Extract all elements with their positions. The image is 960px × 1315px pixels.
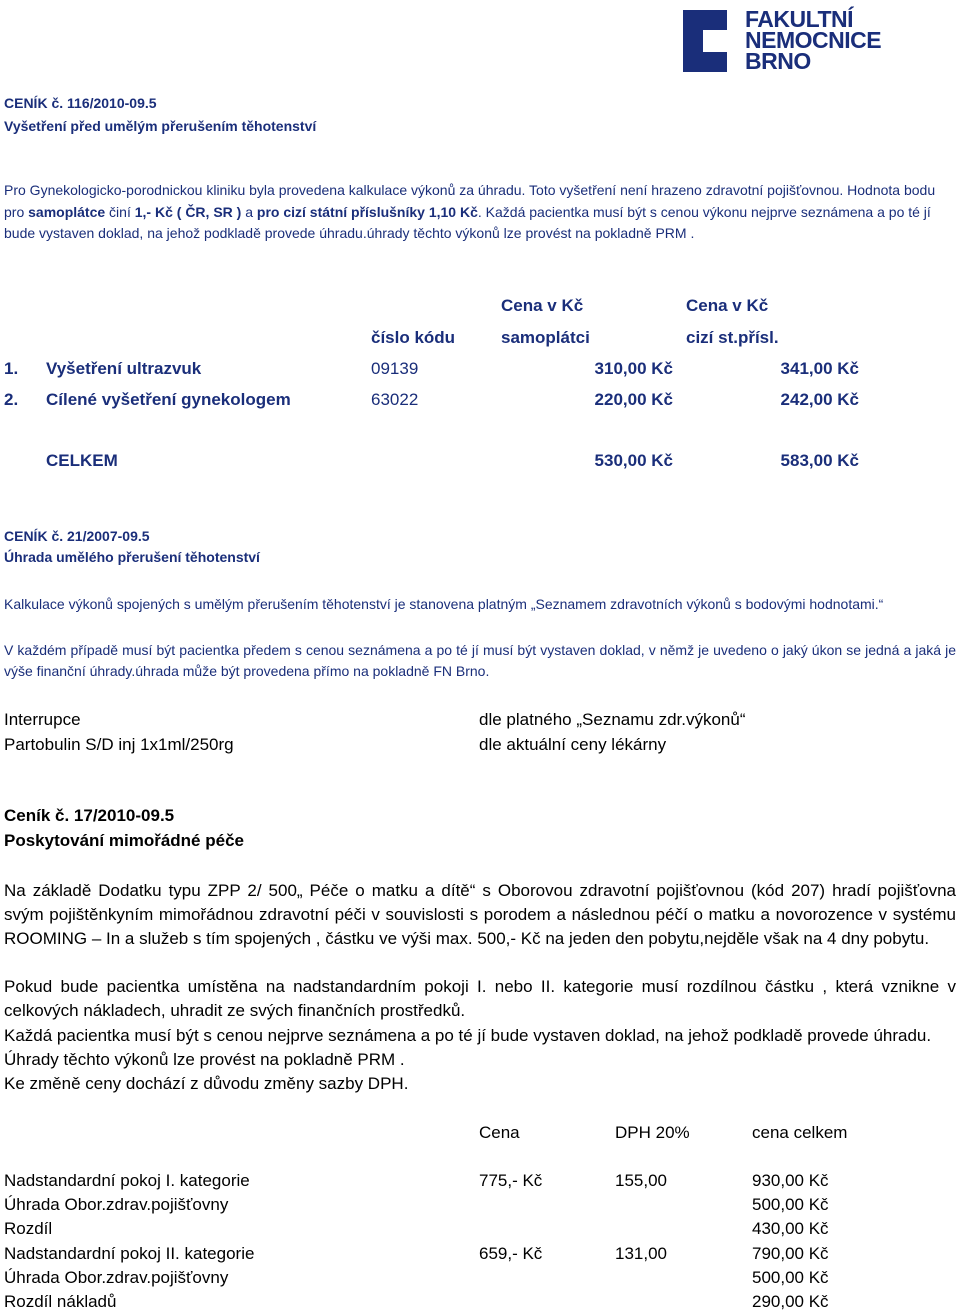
item-name: Interrupce xyxy=(4,710,81,729)
section2-title: CENÍK č. 21/2007-09.5 xyxy=(4,528,150,544)
section2-subtitle: Úhrada umělého přerušení těhotenství xyxy=(4,549,260,565)
row-code: 09139 xyxy=(371,359,419,378)
table1-head-price-foreign: Cena v Kč xyxy=(686,296,769,315)
row-total: 930,00 Kč xyxy=(752,1171,829,1190)
section3-paragraph1: Na základě Dodatku typu ZPP 2/ 500„ Péče o matku a dítě“ s Oborovou zdravotní pojišťovnou (kód 207) hradí pojišťovna svým pojištěnkyním mimořádnou zdravotní péči v souvislosti s porodem a následnou péčí o matku a novorozence v systému ROOMING – In a služeb s tím spojených , částku ve výši max. 500,- Kč na jeden den pobytu,nejděle však na 4 dny pobytu. xyxy=(4,881,956,948)
total-price-foreign: 583,00 Kč xyxy=(780,451,859,470)
section3-paragraph5: Ke změně ceny dochází z důvodu změny sazby DPH. xyxy=(4,1074,409,1093)
logo-text-line2: NEMOCNICE xyxy=(745,27,882,53)
section3-title: Ceník č. 17/2010-09.5 xyxy=(4,806,175,825)
section3-paragraph4: Úhrady těchto výkonů lze provést na pokladně PRM . xyxy=(4,1050,405,1069)
row-vat: 131,00 xyxy=(615,1244,667,1263)
row-price-foreign: 242,00 Kč xyxy=(780,390,859,409)
row-name: Cílené vyšetření gynekologem xyxy=(46,390,291,409)
table1-head-foreign: cizí st.přísl. xyxy=(686,328,779,347)
section2-paragraph2: V každém případě musí být pacientka předem s cenou seznámena a po té jí musí být vystaven doklad, v němž je uvedeno o jaký úkon se jedná a jaká je výše finanční úhrady.úhrada může být provedena přímo na pokladně FN Brno. xyxy=(4,642,956,679)
row-total: 790,00 Kč xyxy=(752,1244,829,1263)
section3-paragraph3: Každá pacientka musí být s cenou nejprve seznámena a po té jí bude vystaven doklad, na jehož podkladě provede úhradu. xyxy=(4,1026,932,1045)
item-price: dle platného „Seznamu zdr.výkonů“ xyxy=(479,710,746,729)
row-name: Vyšetření ultrazvuk xyxy=(46,359,202,378)
logo-text-line3: BRNO xyxy=(745,48,811,74)
row-number: 2. xyxy=(4,390,19,409)
row-total: 500,00 Kč xyxy=(752,1195,829,1214)
row-vat: 155,00 xyxy=(615,1171,667,1190)
total-label: CELKEM xyxy=(46,451,118,470)
table1-head-code: číslo kódu xyxy=(371,328,456,347)
total-price-self: 530,00 Kč xyxy=(594,451,673,470)
item-price: dle aktuální ceny lékárny xyxy=(479,735,667,754)
row-label: Rozdíl nákladů xyxy=(4,1292,117,1311)
row-label: Nadstandardní pokoj I. kategorie xyxy=(4,1171,250,1190)
hospital-logo xyxy=(683,6,943,74)
section2-paragraph1: Kalkulace výkonů spojených s umělým přerušením těhotenství je stanovena platným „Seznamem zdravotních výkonů s bodovými hodnotami.“ xyxy=(4,596,884,612)
row-total: 290,00 Kč xyxy=(752,1292,829,1311)
row-price-self: 310,00 Kč xyxy=(594,359,673,378)
row-price-foreign: 341,00 Kč xyxy=(780,359,859,378)
row-label: Nadstandardní pokoj II. kategorie xyxy=(4,1244,255,1263)
table3-head-total: cena celkem xyxy=(752,1123,848,1142)
row-code: 63022 xyxy=(371,390,419,409)
row-total: 500,00 Kč xyxy=(752,1268,829,1287)
table1-head-price-self: Cena v Kč xyxy=(501,296,584,315)
item-name: Partobulin S/D inj 1x1ml/250rg xyxy=(4,735,234,754)
section1-paragraph: Pro Gynekologicko-porodnickou kliniku byla provedena kalkulace výkonů za úhradu. Toto vyšetření není hrazeno zdravotní pojišťovnou. Hodnota bodu pro samoplátce činí 1,- Kč ( ČR, SR ) a pro cizí státní příslušníky 1,10 Kč. Každá pacientka musí být s cenou výkonu nejprve seznámena a po té jí bude vystaven doklad, na jehož podkladě provede úhradu.úhrady těchto výkonů lze provést na pokladně PRM . xyxy=(4,182,936,241)
logo-text-line1: FAKULTNÍ xyxy=(745,6,854,32)
row-price: 775,- Kč xyxy=(479,1171,543,1190)
logo-mark-icon xyxy=(683,10,727,72)
section3-subtitle: Poskytování mimořádné péče xyxy=(4,831,244,850)
table1-head-self: samoplátci xyxy=(501,328,590,347)
row-label: Úhrada Obor.zdrav.pojišťovny xyxy=(4,1268,229,1287)
row-label: Úhrada Obor.zdrav.pojišťovny xyxy=(4,1195,229,1214)
row-price: 659,- Kč xyxy=(479,1244,543,1263)
row-number: 1. xyxy=(4,359,19,378)
section1-title: CENÍK č. 116/2010-09.5 xyxy=(4,95,157,111)
row-total: 430,00 Kč xyxy=(752,1219,829,1238)
row-price-self: 220,00 Kč xyxy=(594,390,673,409)
section1-subtitle: Vyšetření před umělým přerušením těhotenství xyxy=(4,118,317,134)
table3-head-vat: DPH 20% xyxy=(615,1123,690,1142)
section3-paragraph2: Pokud bude pacientka umístěna na nadstandardním pokoji I. nebo II. kategorie musí rozdílnou částku , která vznikne v celkových nákladech, uhradit ze svých finančních prostředků. xyxy=(4,977,956,1020)
table3-head-price: Cena xyxy=(479,1123,520,1142)
row-label: Rozdíl xyxy=(4,1219,53,1238)
